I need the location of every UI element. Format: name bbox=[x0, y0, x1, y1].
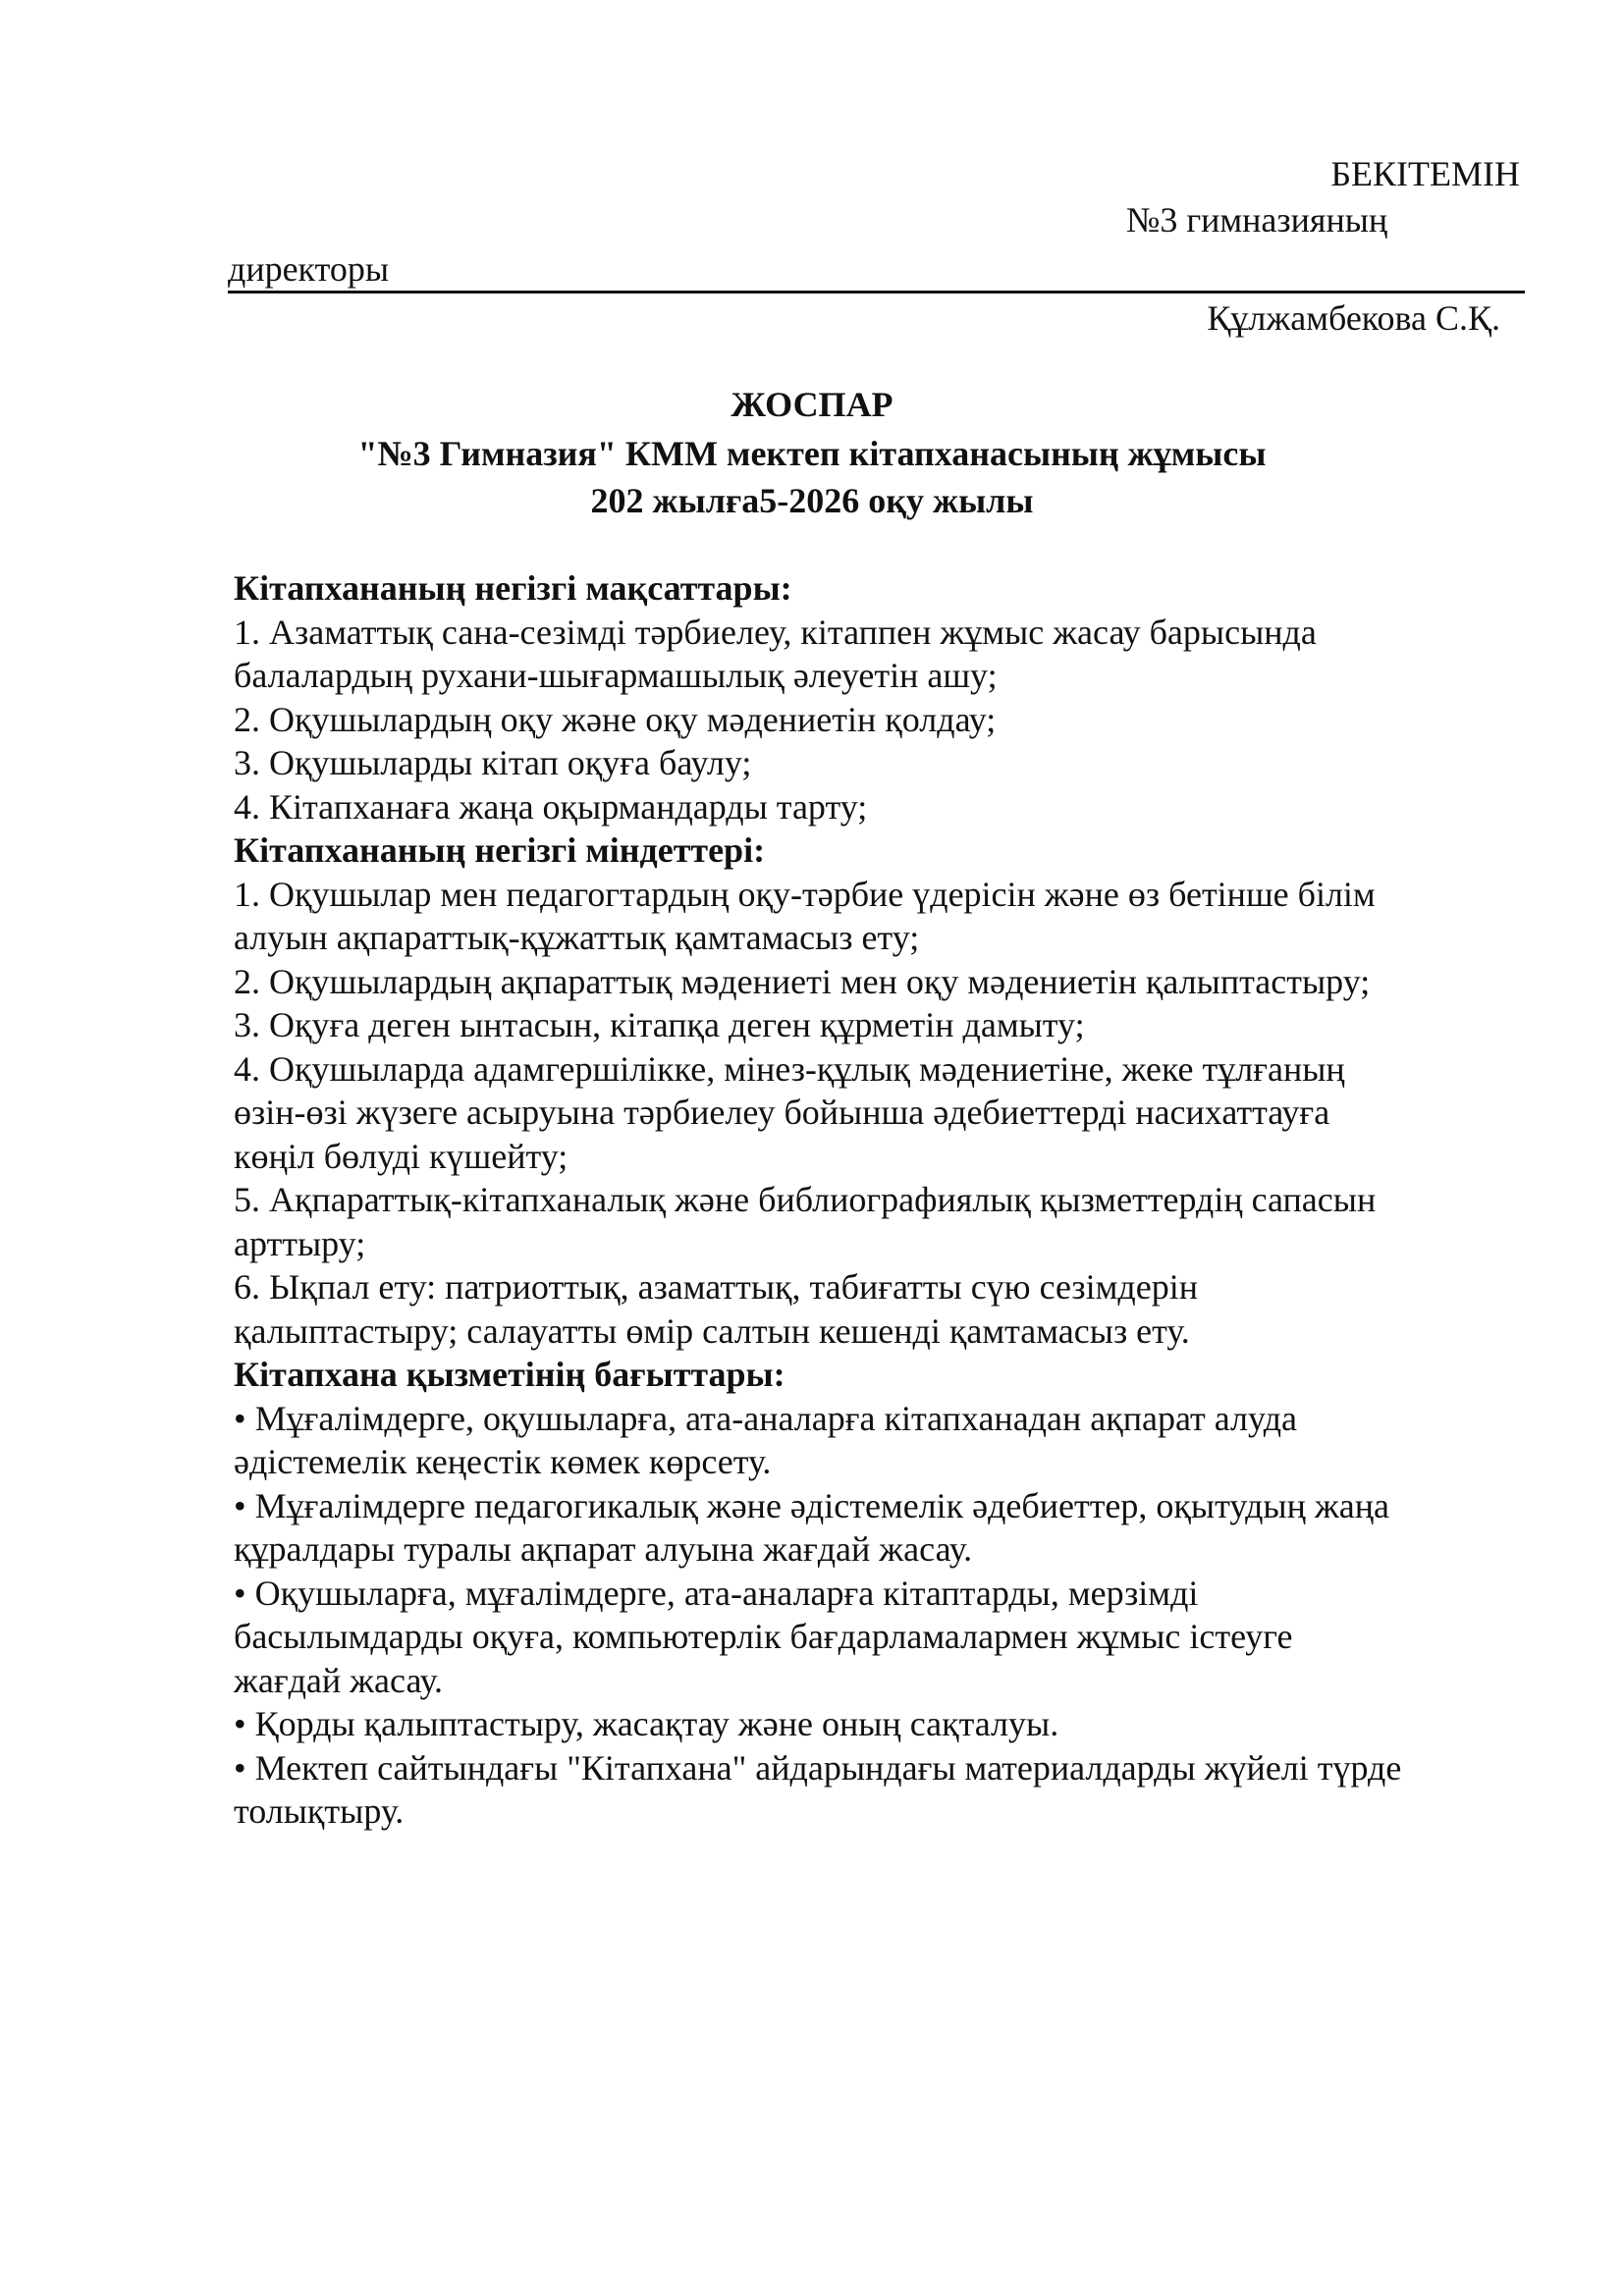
approval-role: директоры bbox=[228, 249, 390, 289]
section-line: әдістемелік кеңестік көмек көрсету. bbox=[234, 1442, 772, 1481]
section-heading: Кітапхана қызметінің бағыттары: bbox=[234, 1355, 785, 1394]
section-line: • Оқушыларға, мұғалімдерге, ата-аналарға кітаптарды, мерзімді bbox=[234, 1573, 1199, 1613]
section-line: • Қорды қалыптастыру, жасақтау және оның сақталуы. bbox=[234, 1704, 1059, 1743]
approval-name: Құлжамбекова С.Қ. bbox=[1207, 298, 1500, 338]
section-line: • Мұғалімдерге, оқушыларға, ата-аналарға кітапханадан ақпарат алуда bbox=[234, 1398, 1298, 1438]
section-line: балалардың рухани-шығармашылық әлеуетін ашу; bbox=[234, 656, 998, 695]
section-line: басылымдарды оқуға, компьютерлік бағдарламалармен жұмыс істеуге bbox=[234, 1617, 1293, 1656]
section-line: • Мектеп сайтындағы "Кітапхана" айдарындағы материалдарды жүйелі түрде bbox=[234, 1747, 1402, 1788]
section-line: 4. Оқушыларда адамгершілікке, мінез-құлық мәдениетіне, жеке тұлғаның bbox=[234, 1048, 1345, 1089]
section-line: 2. Оқушылардың ақпараттық мәдениеті мен оқу мәдениетін қалыптастыру; bbox=[234, 961, 1371, 1001]
section-heading: Кітапхананың негізгі мақсаттары: bbox=[234, 568, 792, 608]
section-line: 4. Кітапханаға жаңа оқырмандарды тарту; bbox=[234, 786, 868, 827]
approval-title: БЕКІТЕМІН bbox=[1330, 154, 1520, 193]
approval-organization: №3 гимназияның bbox=[1126, 200, 1388, 240]
section-line: қалыптастыру; салауатты өмір салтын кешенді қамтамасыз ету. bbox=[234, 1310, 1190, 1351]
section-line: жағдай жасау. bbox=[234, 1660, 443, 1700]
section-line: 2. Оқушылардың оқу және оқу мәдениетін қолдау; bbox=[234, 699, 997, 739]
document-subtitle: "№3 Гимназия" КММ мектеп кітапханасының жұмысы bbox=[357, 434, 1267, 473]
section-line: 5. Ақпараттық-кітапханалық және библиографиялық қызметтердің сапасын bbox=[234, 1180, 1377, 1219]
section-line: өзін-өзі жүзеге асыруына тәрбиелеу бойынша әдебиеттерді насихаттауға bbox=[234, 1093, 1330, 1132]
section-line: толықтыру. bbox=[234, 1791, 405, 1831]
section-line: 3. Оқушыларды кітап оқуға баулу; bbox=[234, 743, 752, 782]
document-year: 202 жылға5-2026 оқу жылы bbox=[590, 481, 1034, 520]
section-line: 1. Оқушылар мен педагогтардың оқу-тәрбие үдерісін және өз бетінше білім bbox=[234, 874, 1376, 914]
section-line: құралдары туралы ақпарат алуына жағдай жасау. bbox=[234, 1529, 973, 1569]
section-line: • Мұғалімдерге педагогикалық және әдістемелік әдебиеттер, оқытудың жаңа bbox=[234, 1485, 1389, 1525]
document-title: ЖОСПАР bbox=[731, 385, 893, 424]
section-line: көңіл бөлуді күшейту; bbox=[234, 1136, 568, 1176]
section-line: алуын ақпараттық-құжаттық қамтамасыз ету; bbox=[234, 918, 920, 957]
section-heading: Кітапхананың негізгі міндеттері: bbox=[234, 830, 766, 870]
section-line: 1. Азаматтық сана-сезімді тәрбиелеу, кітаппен жұмыс жасау барысында bbox=[234, 612, 1317, 652]
section-line: арттыру; bbox=[234, 1223, 366, 1263]
document-body bbox=[234, 566, 1540, 1834]
section-line: 6. Ықпал ету: патриоттық, азаматтық, табиғатты сүю сезімдерін bbox=[234, 1267, 1198, 1307]
signature-line bbox=[228, 291, 1525, 294]
section-line: 3. Оқуға деген ынтасын, кітапқа деген құрметін дамыту; bbox=[234, 1005, 1085, 1044]
